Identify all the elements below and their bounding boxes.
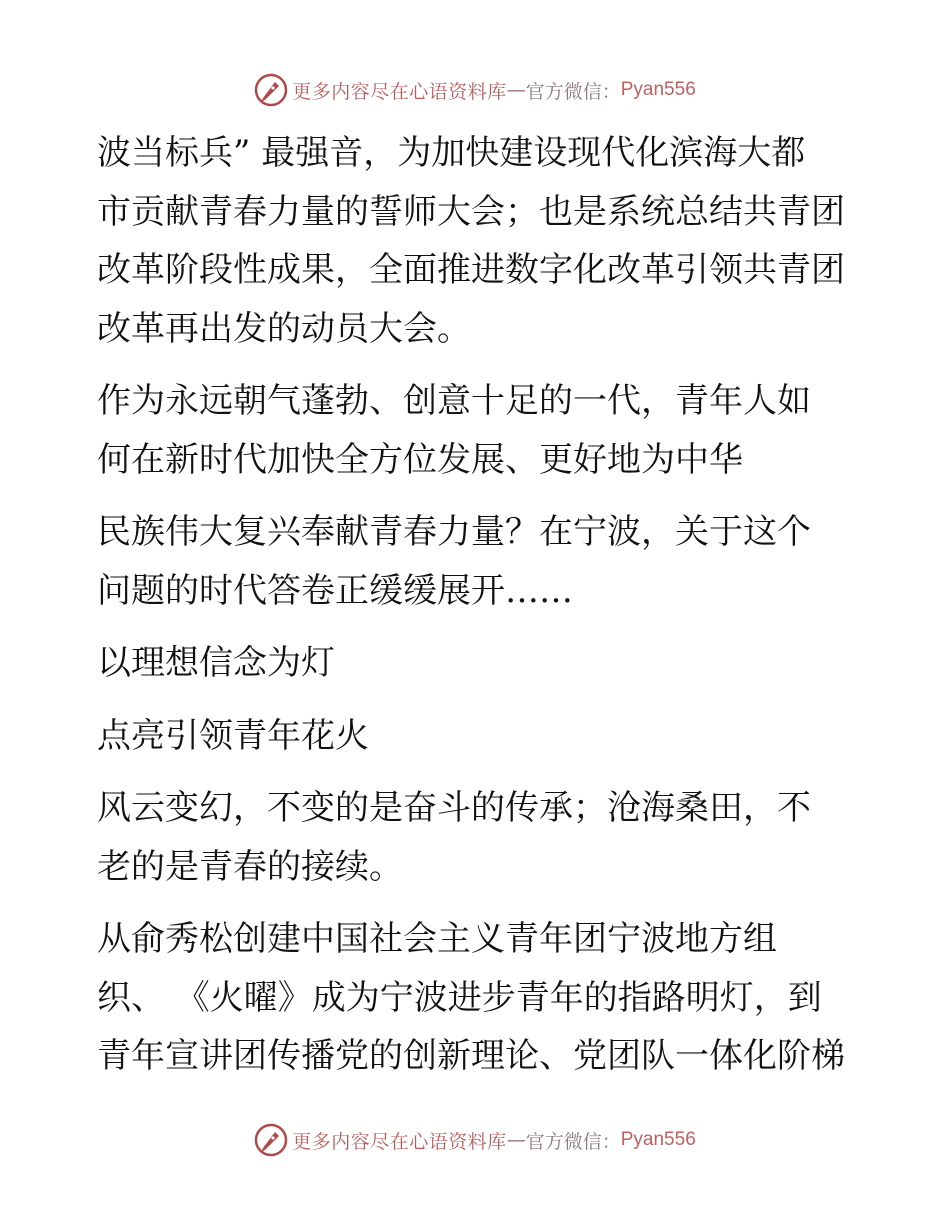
heading-line: 以理想信念为灯	[97, 643, 335, 683]
paragraph-5	[97, 910, 857, 1086]
footer-wechat-id: Pyan556	[620, 1129, 696, 1150]
footer-banner	[0, 1120, 950, 1160]
header-wechat-label: 官方微信：	[525, 80, 621, 103]
pen-nib-icon	[254, 1123, 288, 1157]
section-heading-2	[97, 707, 857, 766]
text-line: 风云变幻，不变的是奋斗的传承；沧海桑田，不	[97, 788, 811, 828]
section-heading-1	[97, 634, 857, 693]
text-line: 市贡献青春力量的誓师大会；也是系统总结共青团	[97, 191, 845, 232]
paragraph-3	[97, 503, 857, 620]
header-brand-text: 更多内容尽在心语资料库	[292, 80, 507, 103]
document-body	[97, 124, 857, 1086]
paragraph-4	[97, 779, 857, 896]
text-line: 波当标兵” 最强音，为加快建设现代化滨海大都	[97, 133, 806, 173]
text-line: 民族伟大复兴奉献青春力量？在宁波，关于这个	[97, 512, 811, 552]
text-line: 问题的时代答卷正缓缓展开……	[97, 570, 573, 611]
footer-separator: —	[506, 1129, 526, 1151]
text-line: 从俞秀松创建中国社会主义青年团宁波地方组	[97, 919, 777, 959]
text-line: 改革阶段性成果，全面推进数字化改革引领共青团	[97, 250, 845, 290]
text-line: 改革再出发的动员大会。	[97, 308, 471, 349]
text-line: 作为永远朝气蓬勃、创意十足的一代，青年人如	[97, 381, 811, 421]
header-wechat-id: Pyan556	[620, 79, 696, 100]
heading-line: 点亮引领青年花火	[97, 715, 369, 756]
text-line: 何在新时代加快全方位发展、更好地为中华	[97, 439, 743, 480]
footer-brand-text: 更多内容尽在心语资料库	[292, 1130, 507, 1153]
text-line: 老的是青春的接续。	[97, 846, 403, 887]
text-line: 织、 《火曜》成为宁波进步青年的指路明灯，到	[97, 977, 822, 1018]
paragraph-2	[97, 372, 857, 489]
paragraph-1	[97, 124, 857, 358]
footer-wechat-label: 官方微信：	[525, 1130, 621, 1153]
pen-nib-icon	[254, 73, 288, 107]
text-line: 青年宣讲团传播党的创新理论、党团队一体化阶梯	[97, 1036, 845, 1076]
header-banner	[0, 70, 950, 110]
header-separator: —	[506, 79, 526, 101]
